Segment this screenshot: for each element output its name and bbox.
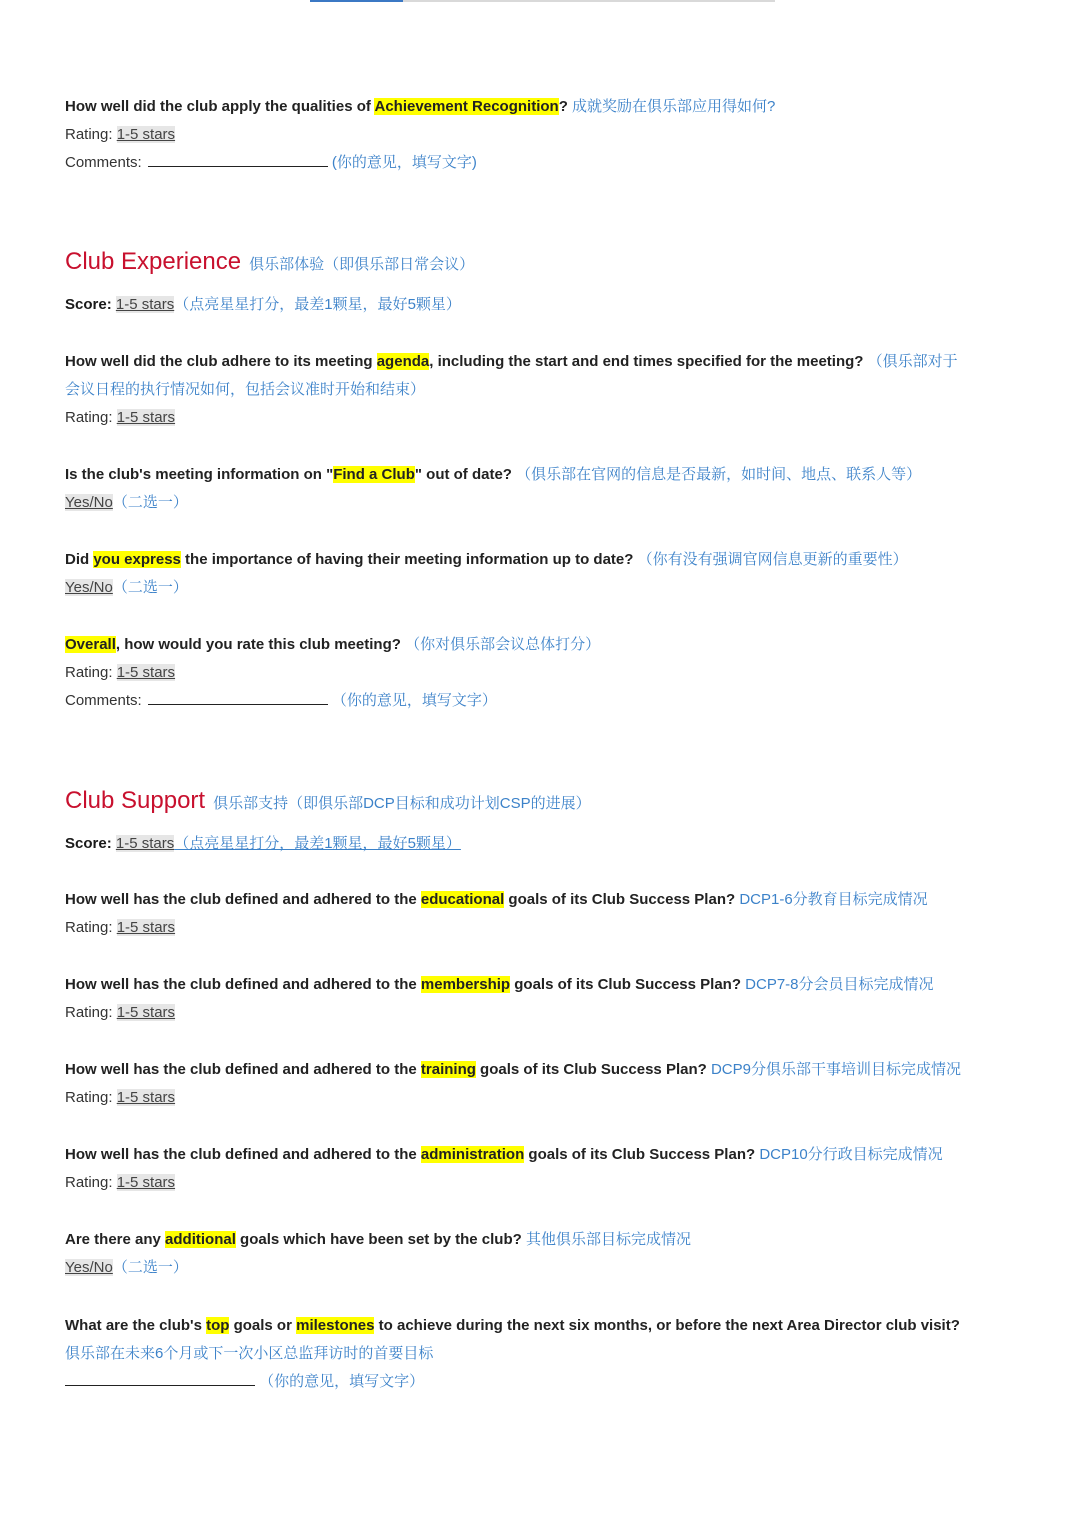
question-text: goals which have been set by the club? <box>235 1231 522 1248</box>
support-score-block <box>65 830 461 858</box>
highlight-term: Achievement Recognition <box>374 98 559 115</box>
question-translation-cont: 会议日程的执行情况如何，包括会议准时开始和结束） <box>65 381 426 398</box>
question-text: goals of its Club Success Plan? <box>524 1146 756 1163</box>
question-text: goals of its Club Success Plan? <box>504 891 736 908</box>
yes-no-field[interactable]: Yes/No <box>65 1259 113 1276</box>
highlight-term: training <box>420 1061 476 1078</box>
yes-no-field[interactable]: Yes/No <box>65 494 113 511</box>
comments-label: Comments: <box>65 692 142 709</box>
yes-no-hint: （二选一） <box>112 494 188 511</box>
comments-hint: (你的意见，填写文字) <box>331 154 477 171</box>
top-divider-accent <box>310 0 403 2</box>
score-label: Score: <box>65 835 112 852</box>
find-a-club-question <box>65 461 921 489</box>
section-title <box>65 246 474 281</box>
star-rating-field[interactable]: 1-5 stars <box>116 409 176 426</box>
rating-label: Rating: <box>65 409 113 426</box>
yes-no-row <box>65 1254 691 1282</box>
rating-row <box>65 404 958 432</box>
question-translation: （你对俱乐部会议总体打分） <box>405 636 601 653</box>
achievement-question-block <box>65 93 775 177</box>
club-support-section <box>65 785 591 820</box>
comments-input-line[interactable] <box>148 689 328 705</box>
overall-question <box>65 631 600 659</box>
rating-row <box>65 914 928 942</box>
yes-no-field[interactable]: Yes/No <box>65 579 113 596</box>
question-text: goals or <box>229 1317 297 1334</box>
star-rating-field[interactable]: 1-5 stars <box>116 126 176 143</box>
question-translation: 成就奖励在俱乐部应用得如何? <box>572 98 776 115</box>
agenda-question-block <box>65 348 958 432</box>
star-rating-field[interactable]: 1-5 stars <box>116 1174 176 1191</box>
question-text: , including the start and end times specified for the meeting? <box>429 353 864 370</box>
educational-question <box>65 886 928 914</box>
educational-question-block <box>65 886 928 942</box>
rating-row <box>65 1169 943 1197</box>
administration-question-block <box>65 1141 943 1197</box>
question-text: What are the club's <box>65 1317 207 1334</box>
rating-label: Rating: <box>65 1174 113 1191</box>
question-text: How well did the club adhere to its meeting <box>65 353 377 370</box>
question-text: Are there any <box>65 1231 166 1248</box>
question-text: Is the club's meeting information on " <box>65 466 334 483</box>
star-rating-field[interactable]: 1-5 stars <box>116 1004 176 1021</box>
top-divider <box>403 0 775 2</box>
comments-hint: （你的意见，填写文字） <box>331 692 497 709</box>
section-title-translation: 俱乐部支持（即俱乐部DCP目标和成功计划CSP的进展） <box>213 795 591 812</box>
question-translation: （你有没有强调官网信息更新的重要性） <box>637 551 908 568</box>
score-hint: （点亮星星打分，最差1颗星，最好5颗星） <box>174 296 461 313</box>
express-question <box>65 546 908 574</box>
score-label: Score: <box>65 296 112 313</box>
question-translation: DCP7-8分会员目标完成情况 <box>745 976 934 993</box>
question-text: How well has the club defined and adhered to the <box>65 1061 421 1078</box>
yes-no-row <box>65 574 908 602</box>
star-rating-field[interactable]: 1-5 stars <box>116 1089 176 1106</box>
membership-question <box>65 971 934 999</box>
highlight-term: milestones <box>296 1317 375 1334</box>
score-row <box>65 291 461 319</box>
question-translation: 俱乐部在未来6个月或下一次小区总监拜访时的首要目标 <box>65 1345 434 1362</box>
top-goals-question-block <box>65 1312 960 1396</box>
rating-row <box>65 121 775 149</box>
comments-input-line[interactable] <box>148 151 328 167</box>
rating-row <box>65 1084 961 1112</box>
rating-label: Rating: <box>65 919 113 936</box>
question-translation: DCP1-6分教育目标完成情况 <box>739 891 928 908</box>
yes-no-hint: （二选一） <box>112 579 188 596</box>
yes-no-hint: （二选一） <box>112 1259 188 1276</box>
membership-question-block <box>65 971 934 1027</box>
question-text: goals of its Club Success Plan? <box>510 976 741 993</box>
question-translation: DCP9分俱乐部干事培训目标完成情况 <box>710 1061 961 1078</box>
score-hint: （点亮星星打分，最差1颗星，最好5颗星） <box>174 835 461 852</box>
question-text: How well did the club apply the qualities of <box>65 98 375 115</box>
question-translation: （俱乐部在官网的信息是否最新，如时间、地点、联系人等） <box>516 466 922 483</box>
question-translation: DCP10分行政目标完成情况 <box>759 1146 943 1163</box>
rating-row <box>65 999 934 1027</box>
answer-input-line[interactable] <box>65 1369 255 1386</box>
question-text: goals of its Club Success Plan? <box>475 1061 707 1078</box>
agenda-question <box>65 348 958 376</box>
find-a-club-question-block <box>65 461 921 517</box>
achievement-question <box>65 93 775 121</box>
section-title <box>65 785 591 820</box>
highlight-term: you express <box>93 551 181 568</box>
administration-question <box>65 1141 943 1169</box>
rating-label: Rating: <box>65 664 113 681</box>
question-text: the importance of having their meeting information up to date? <box>180 551 634 568</box>
question-text: , how would you rate this club meeting? <box>115 636 401 653</box>
answer-hint: （你的意见，填写文字） <box>259 1373 425 1390</box>
rating-label: Rating: <box>65 1089 113 1106</box>
star-rating-field[interactable]: 1-5 stars <box>116 919 176 936</box>
club-experience-section <box>65 246 474 281</box>
highlight-term: administration <box>420 1146 525 1163</box>
overall-question-block <box>65 631 600 715</box>
star-rating-field[interactable]: 1-5 stars <box>116 664 176 681</box>
highlight-term: Overall <box>65 636 116 653</box>
score-star-field[interactable]: 1-5 stars <box>115 296 175 313</box>
rating-label: Rating: <box>65 1004 113 1021</box>
experience-score-block <box>65 291 461 319</box>
section-title-translation: 俱乐部体验（即俱乐部日常会议） <box>249 256 475 273</box>
question-text: Did <box>65 551 94 568</box>
rating-row <box>65 659 600 687</box>
question-text: How well has the club defined and adhered to the <box>65 891 421 908</box>
question-text: ? <box>558 98 568 115</box>
question-text: How well has the club defined and adhered to the <box>65 976 421 993</box>
question-text: " out of date? <box>414 466 512 483</box>
question-translation: （俱乐部对于 <box>867 353 958 370</box>
question-text: How well has the club defined and adhered to the <box>65 1146 421 1163</box>
comments-row <box>65 687 600 715</box>
score-row <box>65 830 461 858</box>
comments-row <box>65 149 775 177</box>
score-star-field[interactable]: 1-5 stars <box>115 835 175 852</box>
rating-label: Rating: <box>65 126 113 143</box>
highlight-term: membership <box>420 976 511 993</box>
question-translation: 其他俱乐部目标完成情况 <box>525 1231 691 1248</box>
yes-no-row <box>65 489 921 517</box>
answer-row <box>65 1368 960 1396</box>
training-question-block <box>65 1056 961 1112</box>
highlight-term: top <box>206 1317 230 1334</box>
highlight-term: educational <box>420 891 505 908</box>
comments-label: Comments: <box>65 154 142 171</box>
highlight-term: additional <box>165 1231 236 1248</box>
additional-question <box>65 1226 691 1254</box>
section-title-text: Club Experience <box>65 248 242 275</box>
section-title-text: Club Support <box>65 787 206 814</box>
express-question-block <box>65 546 908 602</box>
top-goals-question <box>65 1312 960 1340</box>
highlight-term: Find a Club <box>333 466 415 483</box>
question-text: to achieve during the next six months, or before the next Area Director club visit? <box>374 1317 960 1334</box>
highlight-term: agenda <box>376 353 430 370</box>
training-question <box>65 1056 961 1084</box>
additional-question-block <box>65 1226 691 1282</box>
